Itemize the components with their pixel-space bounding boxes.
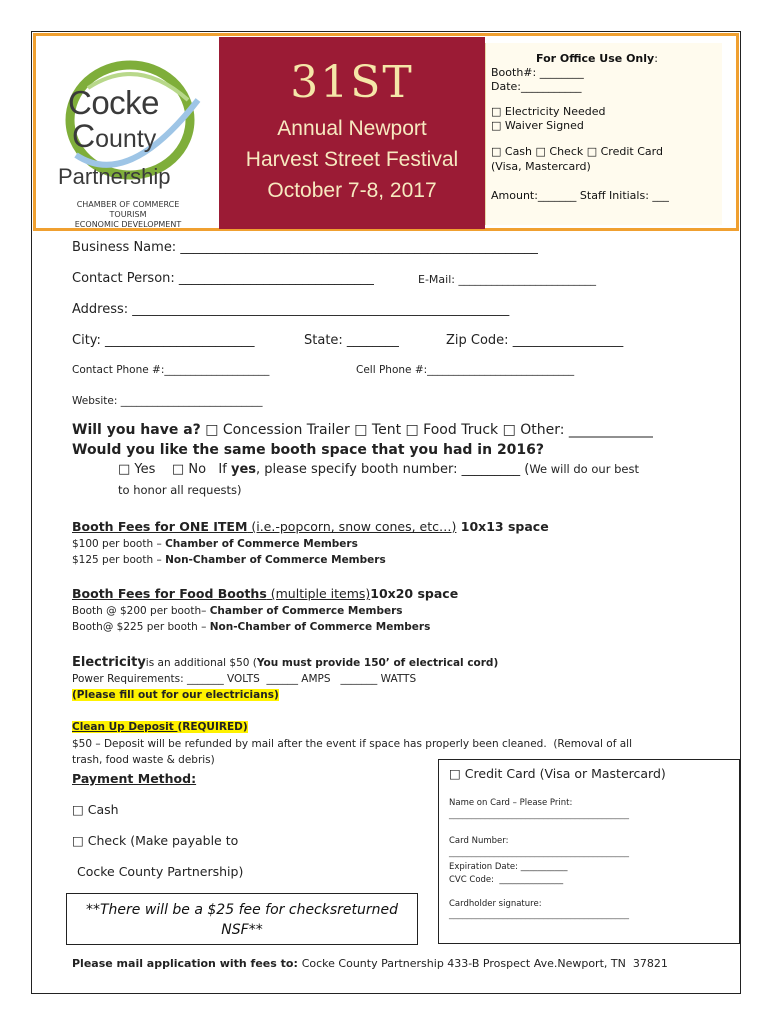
- card-number-field[interactable]: ________________________________________: [449, 848, 629, 858]
- mailing-address: Please mail application with fees to: Cocke County Partnership 433-B Prospect Ave.Newport, TN 37821: [72, 957, 668, 970]
- electricity-text: Electricityis an additional $50 (You must provide 150’ of electrical cord): [72, 655, 499, 670]
- credit-card-option[interactable]: □ Credit Card (Visa or Mastercard): [449, 766, 666, 781]
- website-field[interactable]: Website: ___________________________: [72, 395, 263, 407]
- title-line-2: Harvest Street Festival: [245, 148, 459, 171]
- office-date: Date:___________: [491, 80, 582, 93]
- fees-one-item-heading: Booth Fees for ONE ITEM (i.e.-popcorn, snow cones, etc…) 10x13 space: [72, 519, 549, 534]
- power-requirements-field[interactable]: Power Requirements: _______ VOLTS ______ AMPS _______ WATTS: [72, 673, 417, 685]
- same-booth-answer[interactable]: □ Yes □ No If yes, please specify booth number: _________ (We will do our best: [118, 462, 639, 477]
- office-cards: (Visa, Mastercard): [491, 160, 591, 173]
- cardholder-signature-label: Cardholder signature:: [449, 899, 542, 909]
- payment-check-option[interactable]: □ Check (Make payable to: [72, 833, 239, 848]
- cvc-code-field[interactable]: CVC Code: _______________: [449, 875, 564, 885]
- logo-partnership-text: Partnership: [58, 164, 171, 189]
- name-on-card-field[interactable]: ________________________________________: [449, 810, 629, 820]
- fees-one-chamber: $100 per booth – Chamber of Commerce Members: [72, 538, 358, 550]
- fees-food-non-chamber: Booth@ $225 per booth – Non-Chamber of Commerce Members: [72, 621, 431, 633]
- address-field[interactable]: Address: __________________________________________________________: [72, 302, 510, 317]
- office-use-title: For Office Use Only:: [536, 52, 658, 65]
- title-line-3: October 7-8, 2017: [267, 179, 437, 202]
- fees-food-heading: Booth Fees for Food Booths (multiple items)10x20 space: [72, 586, 459, 601]
- email-field[interactable]: E-Mail: _________________________: [418, 273, 596, 286]
- returned-check-note: **There will be a $25 fee for checksreturned NSF**: [66, 893, 418, 945]
- office-booth: Booth#: ________: [491, 66, 584, 79]
- festival-title-block: [219, 37, 485, 229]
- cocke-county-logo: [58, 60, 218, 228]
- payment-cash-option[interactable]: □ Cash: [72, 802, 119, 817]
- electricians-note: (Please fill out for our electricians): [72, 689, 279, 701]
- honor-requests-text: to honor all requests): [118, 483, 242, 497]
- office-use-box: [485, 43, 722, 225]
- zip-code-field[interactable]: Zip Code: _________________: [446, 333, 624, 348]
- name-on-card-label: Name on Card – Please Print:: [449, 798, 573, 808]
- logo-tagline: CHAMBER OF COMMERCE TOURISM ECONOMIC DEVELOPMENT: [74, 200, 182, 229]
- same-booth-question: Would you like the same booth space that you had in 2016?: [72, 442, 545, 458]
- payment-method-heading: Payment Method:: [72, 771, 197, 786]
- check-payee: Cocke County Partnership): [77, 864, 244, 879]
- office-waiver: □ Waiver Signed: [491, 119, 584, 132]
- cardholder-signature-field[interactable]: ________________________________________: [449, 910, 629, 920]
- office-payment: □ Cash □ Check □ Credit Card: [491, 145, 663, 158]
- city-field[interactable]: City: _______________________: [72, 333, 255, 348]
- business-name-field[interactable]: Business Name: _______________________________________________________: [72, 240, 538, 255]
- contact-phone-field[interactable]: Contact Phone #:____________________: [72, 364, 270, 376]
- card-number-label: Card Number:: [449, 836, 509, 846]
- credit-card-box: [438, 759, 740, 944]
- logo-cocke-text: Cocke: [68, 84, 160, 121]
- fees-one-non-chamber: $125 per booth – Non-Chamber of Commerce Members: [72, 554, 386, 566]
- fees-food-chamber: Booth @ $200 per booth– Chamber of Commerce Members: [72, 605, 403, 617]
- expiration-date-field[interactable]: Expiration Date: ___________: [449, 862, 568, 872]
- title-line-1: Annual Newport: [277, 117, 427, 140]
- contact-person-field[interactable]: Contact Person: ______________________________: [72, 271, 374, 286]
- cleanup-heading: Clean Up Deposit (REQUIRED): [72, 721, 248, 733]
- booth-type-question[interactable]: Will you have a? □ Concession Trailer □ Tent □ Food Truck □ Other: ____________: [72, 422, 653, 438]
- cleanup-text-1: $50 – Deposit will be refunded by mail after the event if space has properly been cleaned. (Removal of all: [72, 738, 632, 750]
- title-number: 31ST: [290, 57, 414, 108]
- cleanup-text-2: trash, food waste & debris): [72, 754, 215, 766]
- office-electricity: □ Electricity Needed: [491, 105, 606, 118]
- cell-phone-field[interactable]: Cell Phone #:____________________________: [356, 364, 575, 376]
- logo-county-text: County: [72, 118, 157, 154]
- state-field[interactable]: State: ________: [304, 333, 399, 348]
- office-amount: Amount:_______ Staff Initials: ___: [491, 189, 669, 202]
